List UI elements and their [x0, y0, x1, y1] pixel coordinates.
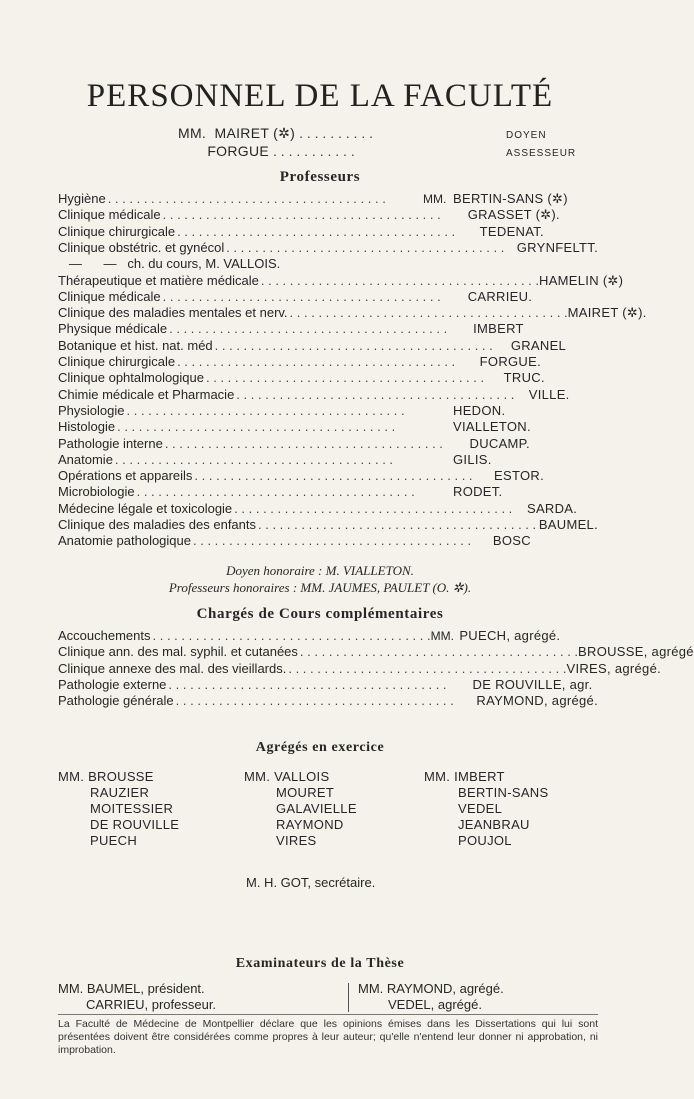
subject: Clinique ann. des mal. syphil. et cutanées — [58, 644, 298, 660]
professor-name: BROUSSE, agrégé — [578, 644, 694, 660]
professor-name: DE ROUVILLE, agr. — [472, 676, 593, 692]
professeurs-row — [58, 533, 598, 549]
secretaire-text: M. H. GOT, secrétaire. — [246, 875, 376, 890]
subject: Clinique des maladies mentales et nerv. — [58, 305, 288, 321]
professor-name: TRUC. — [503, 370, 545, 386]
subject: Anatomie — [58, 451, 113, 467]
professor-name: FORGUE. — [479, 354, 541, 369]
examinateur-left-2: CARRIEU, professeur. — [86, 997, 217, 1012]
leader-dots: . . . . . . . . . . . . . . . . . . . . . . . . . . . . . . . . . . . . . . . — [258, 517, 537, 532]
subject: Hygiène — [58, 191, 106, 206]
officer-name: MM. MAIRET (✲) — [178, 125, 296, 141]
agrege-name: RAYMOND — [276, 817, 344, 832]
professor-name: CARRIEU. — [467, 288, 533, 304]
agrege-name: POUJOL — [458, 833, 512, 848]
charges-row — [58, 693, 598, 709]
professor-name: GRYNFELTT. — [516, 239, 598, 255]
officer-role: ASSESSEUR — [506, 148, 577, 159]
faculty-notice: La Faculté de Médecine de Montpellier déclare que les opinions émises dans les Dissertations qui lui sont présentées doivent être considérées comme propres à leur auteur; qu'elle n'entend leur donner ni approbation, ni improbation. — [58, 1018, 598, 1056]
agrege-name: MM. BROUSSE — [58, 769, 154, 784]
professor-name: HEDON. — [453, 402, 506, 418]
subject: Clinique annexe des mal. des vieillards. — [58, 660, 287, 676]
leader-dots: . . . . . . . . . . . . . . . . . . . . . . . . . . . . . . . . . . . . . . . — [126, 402, 405, 418]
agrege-name: DE ROUVILLE — [90, 817, 180, 832]
leader-dots: . . . . . . . . . . . . . . . . . . . . . . . . . . . . . . . . . . . . . . . — [236, 386, 515, 402]
subject: Clinique obstétric. et gynécol — [58, 239, 225, 255]
professor-name: SARDA. — [526, 500, 578, 516]
agrege-name: MM. VALLOIS — [244, 769, 330, 784]
subject: Opérations et appareils — [58, 468, 193, 484]
leader-dots: . . . . . . . . . . . . . . . . . . . . . . . . . . . . . . . . . . . . . . . — [214, 337, 493, 353]
agrege-name: VEDEL — [458, 801, 503, 816]
agrege-name: BERTIN-SANS — [458, 785, 549, 800]
subject: Clinique ophtalmologique — [58, 370, 204, 386]
agrege-name: JEANBRAU — [458, 817, 530, 832]
leader-dots: . . . . . . . . . . . . . . . . . . . . . . . . . . . . . . . . . . . . . . . — [234, 500, 513, 516]
professor-name: DUCAMP. — [469, 435, 530, 451]
professeurs-row — [58, 272, 624, 289]
doyen-honoraire — [0, 563, 640, 579]
subject: Pathologie externe — [58, 676, 167, 692]
leader-dots: . . . . . . . . . . . . . . . . . . . . . . . . . . . . . . . . . . . . . . . — [168, 676, 447, 692]
professeurs-row — [58, 240, 598, 256]
agrege-name: MOITESSIER — [90, 801, 174, 816]
professeurs-row — [58, 224, 598, 240]
professor-name: GILIS. — [453, 451, 492, 467]
agreges-column-1 — [58, 769, 179, 849]
agreges-column-2 — [244, 769, 357, 849]
subject: Chimie médicale et Pharmacie — [58, 386, 235, 402]
subject: — — ch. du cours, M. VALLOIS. — [58, 256, 281, 272]
examinateurs-heading: Examinateurs de la Thèse — [235, 956, 405, 971]
professor-name: BAUMEL. — [538, 517, 598, 532]
agrege-name: PUECH — [90, 833, 138, 848]
professor-name: MAIRET (✲). — [567, 305, 647, 321]
leader-dots: . . . . . . . . . . — [299, 125, 373, 141]
professeurs-honoraires — [0, 580, 640, 596]
officer-row-dean — [178, 125, 598, 143]
professeurs-row — [58, 191, 598, 207]
subject: Clinique des maladies des enfants — [58, 517, 257, 532]
leader-dots: . . . . . . . . . . . . . . . . . . . . . . . . . . . . . . . . . . . . . . . — [177, 223, 456, 239]
charges-row — [58, 677, 598, 693]
leader-dots: . . . . . . . . . . . . . . . . . . . . . . . . . . . . . . . . . . . . . . . — [169, 321, 448, 337]
divider — [348, 983, 349, 1012]
mm-label: MM. — [430, 629, 454, 643]
subject: Clinique médicale — [58, 207, 161, 223]
professor-name: BOSC — [492, 533, 531, 549]
professeurs-row — [58, 436, 598, 452]
leader-dots: . . . . . . . . . . . . . . . . . . . . . . . . . . . . . . . . . . . . . . . — [117, 419, 396, 435]
professeurs-row — [58, 517, 598, 533]
leader-dots: . . . . . . . . . . . . . . . . . . . . . . . . . . . . . . . . . . . . . . . — [114, 451, 394, 467]
professeurs-row — [58, 256, 598, 272]
professeurs-row — [58, 338, 598, 354]
agrege-name: MOURET — [276, 785, 335, 800]
officer-role: DOYEN — [506, 130, 547, 141]
leader-dots: . . . . . . . . . . . . . . . . . . . . . . . . . . . . . . . . . . . . . . . — [288, 660, 567, 676]
leader-dots: . . . . . . . . . . . . . . . . . . . . . . . . . . . . . . . . . . . . . . . — [164, 435, 443, 451]
professor-name: VILLE. — [528, 386, 570, 402]
professeurs-row — [58, 354, 598, 370]
subject: Physiologie — [58, 402, 125, 418]
divider — [58, 1014, 598, 1015]
agrege-name: MM. IMBERT — [424, 769, 505, 784]
subject: Anatomie pathologique — [58, 533, 191, 549]
subject: Pathologie interne — [58, 435, 163, 451]
leader-dots: . . . . . . . . . . . . . . . . . . . . . . . . . . . . . . . . . . . . . . . — [175, 693, 454, 709]
leader-dots: . . . . . . . . . . . . . . . . . . . . . . . . . . . . . . . . . . . . . . . — [107, 191, 386, 206]
agreges-column-3 — [424, 769, 548, 849]
subject: Physique médicale — [58, 321, 168, 337]
charges-row — [58, 644, 694, 660]
professeurs-honoraires-text: Professeurs honoraires : MM. JAUMES, PAULET (O. ✲). — [168, 580, 472, 595]
professeurs-row — [58, 403, 598, 419]
leader-dots: . . . . . . . . . . . . . . . . . . . . . . . . . . . . . . . . . . . . . . . — [177, 354, 456, 369]
secretaire — [246, 875, 375, 890]
mm-label: MM. — [423, 192, 447, 206]
subject: Clinique chirurgicale — [58, 223, 176, 239]
charges-row — [58, 660, 662, 677]
subject: Pathologie générale — [58, 693, 174, 709]
leader-dots: . . . . . . . . . . . . . . . . . . . . . . . . . . . . . . . . . . . . . . . — [136, 484, 415, 500]
doyen-honoraire-text: Doyen honoraire : M. VIALLETON. — [226, 563, 414, 578]
professeurs-row — [58, 321, 598, 337]
professeurs-row — [58, 452, 598, 468]
professeurs-row — [58, 387, 598, 403]
professeurs-row — [58, 419, 598, 435]
leader-dots: . . . . . . . . . . . . . . . . . . . . . . . . . . . . . . . . . . . . . . . — [162, 207, 441, 223]
leader-dots: . . . . . . . . . . . . . . . . . . . . . . . . . . . . . . . . . . . . . . . — [162, 288, 441, 304]
professeurs-heading: Professeurs — [279, 169, 361, 185]
professor-name: IMBERT — [473, 321, 524, 337]
leader-dots: . . . . . . . . . . . . . . . . . . . . . . . . . . . . . . . . . . . . . . . — [299, 644, 579, 660]
leader-dots: . . . . . . . . . . . . . . . . . . . . . . . . . . . . . . . . . . . . . . . — [289, 305, 568, 321]
agreges-heading: Agrégés en exercice — [255, 740, 385, 755]
professor-name: ESTOR. — [494, 468, 545, 484]
professeurs-row — [58, 289, 598, 305]
professeurs-row — [58, 305, 647, 321]
professor-name: BERTIN-SANS (✲) — [453, 191, 568, 206]
subject: Médecine légale et toxicologie — [58, 500, 233, 516]
examinateur-left-1: MM. BAUMEL, président. — [58, 981, 205, 996]
subject: Botanique et hist. nat. méd — [58, 337, 213, 353]
officer-name: FORGUE — [178, 143, 270, 159]
professor-name: GRASSET (✲). — [467, 207, 560, 223]
subject: Accouchements — [58, 628, 151, 643]
professor-name: GRANEL — [510, 337, 567, 353]
agrege-name: GALAVIELLE — [276, 801, 357, 816]
subject: Thérapeutique et matière médicale — [58, 272, 259, 288]
professor-name: RAYMOND, agrégé. — [476, 693, 598, 709]
charges-heading: Chargés de Cours complémentaires — [196, 606, 444, 622]
professor-name: PUECH, agrégé. — [459, 628, 561, 643]
leader-dots: . . . . . . . . . . . . . . . . . . . . . . . . . . . . . . . . . . . . . . . — [152, 628, 431, 643]
agrege-name: VIRES — [276, 833, 317, 848]
professeurs-row — [58, 468, 598, 484]
professor-name: RODET. — [453, 484, 503, 500]
professeurs-row — [58, 501, 598, 517]
examinateur-right-2: VEDEL, agrégé. — [388, 997, 482, 1012]
subject: Microbiologie — [58, 484, 135, 500]
professor-name: VIALLETON. — [453, 419, 531, 435]
subject: Clinique médicale — [58, 288, 161, 304]
leader-dots: . . . . . . . . . . . . . . . . . . . . . . . . . . . . . . . . . . . . . . . — [206, 370, 485, 386]
professeurs-row — [58, 207, 598, 223]
charges-row — [58, 628, 598, 644]
leader-dots: . . . . . . . . . . . — [273, 143, 355, 159]
leader-dots: . . . . . . . . . . . . . . . . . . . . . . . . . . . . . . . . . . . . . . . — [226, 239, 505, 255]
leader-dots: . . . . . . . . . . . . . . . . . . . . . . . . . . . . . . . . . . . . . . . — [194, 468, 473, 484]
officer-row-assessor — [178, 143, 598, 161]
examinateur-right-1: MM. RAYMOND, agrégé. — [358, 981, 504, 996]
professor-name: HAMELIN (✲) — [539, 272, 624, 288]
professor-name: TEDENAT. — [479, 223, 544, 239]
subject: Clinique chirurgicale — [58, 354, 176, 369]
subject: Histologie — [58, 419, 116, 435]
professor-name: VIRES, agrégé. — [566, 660, 662, 676]
professeurs-row — [58, 370, 598, 386]
leader-dots: . . . . . . . . . . . . . . . . . . . . . . . . . . . . . . . . . . . . . . . — [260, 272, 540, 288]
agrege-name: RAUZIER — [90, 785, 150, 800]
page-title: PERSONNEL DE LA FACULTÉ — [86, 78, 554, 114]
leader-dots: . . . . . . . . . . . . . . . . . . . . . . . . . . . . . . . . . . . . . . . — [193, 533, 472, 549]
professeurs-row — [58, 484, 598, 500]
